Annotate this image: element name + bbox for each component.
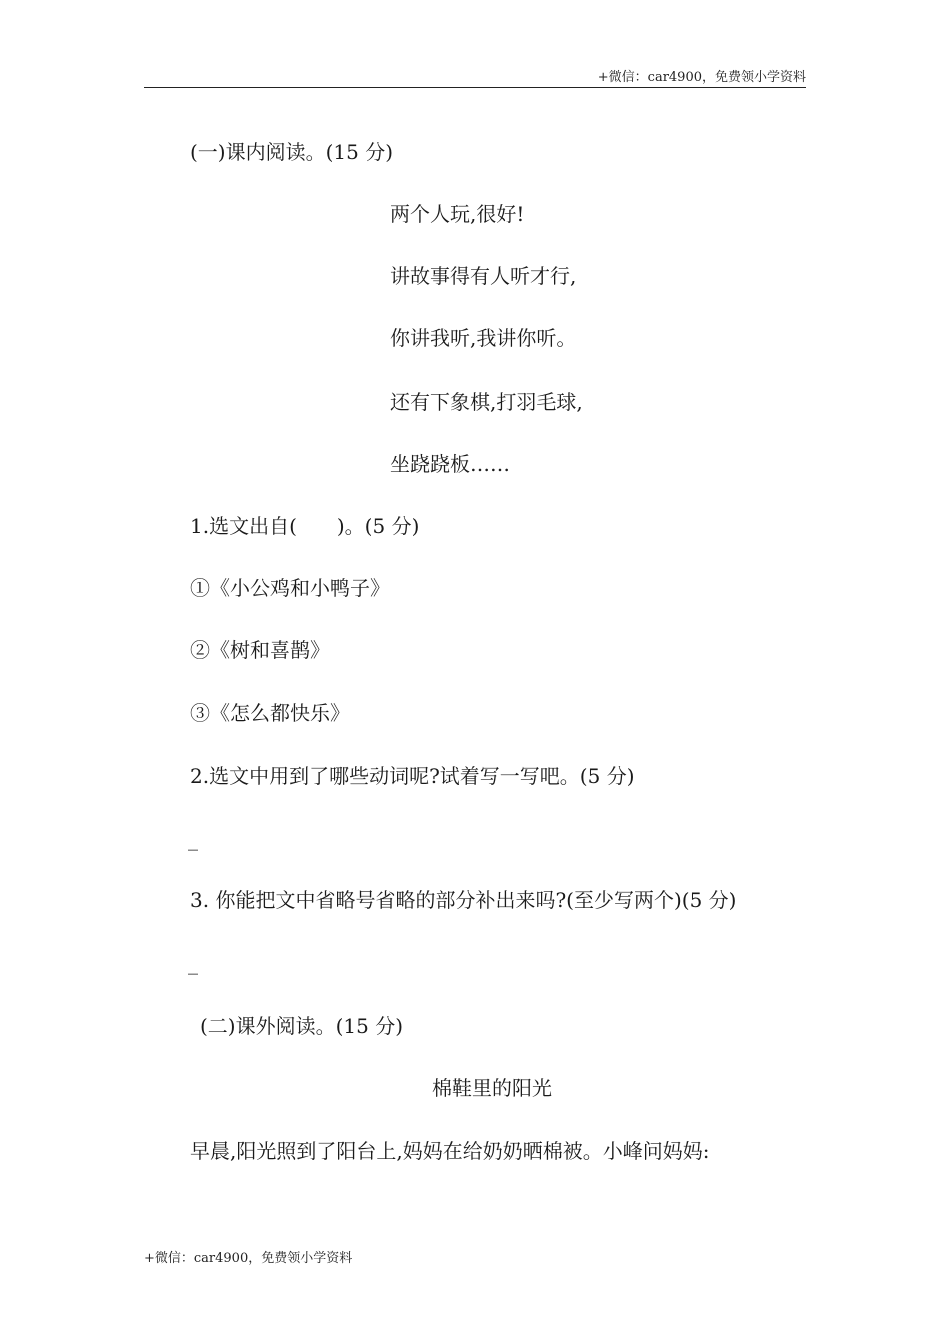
- option-3: ③《怎么都快乐》: [190, 701, 350, 725]
- header-divider: [144, 87, 806, 88]
- poem-line-3: 你讲我听,我讲你听。: [390, 326, 577, 350]
- poem-line-1: 两个人玩,很好!: [390, 202, 525, 226]
- section1-title: (一)课内阅读。(15 分): [190, 140, 394, 164]
- answer-line-2: _: [188, 827, 198, 851]
- story-title: 棉鞋里的阳光: [432, 1076, 552, 1100]
- story-paragraph-1: 早晨,阳光照到了阳台上,妈妈在给奶奶晒棉被。小峰问妈妈:: [190, 1139, 710, 1163]
- section2-title: (二)课外阅读。(15 分): [200, 1014, 404, 1038]
- header-watermark: +微信：car4900，免费领小学资料: [597, 70, 806, 85]
- question-2: 2.选文中用到了哪些动词呢?试着写一写吧。(5 分): [190, 764, 635, 788]
- poem-line-4: 还有下象棋,打羽毛球,: [390, 390, 583, 414]
- footer-watermark: +微信：car4900，免费领小学资料: [144, 1251, 353, 1266]
- question-1: 1.选文出自( )。(5 分): [190, 514, 420, 538]
- question-3: 3. 你能把文中省略号省略的部分补出来吗?(至少写两个)(5 分): [190, 888, 737, 912]
- answer-line-3: _: [188, 951, 198, 975]
- poem-line-2: 讲故事得有人听才行,: [390, 264, 577, 288]
- option-2: ②《树和喜鹊》: [190, 638, 330, 662]
- option-1: ①《小公鸡和小鸭子》: [190, 576, 390, 600]
- poem-line-5: 坐跷跷板……: [390, 452, 510, 476]
